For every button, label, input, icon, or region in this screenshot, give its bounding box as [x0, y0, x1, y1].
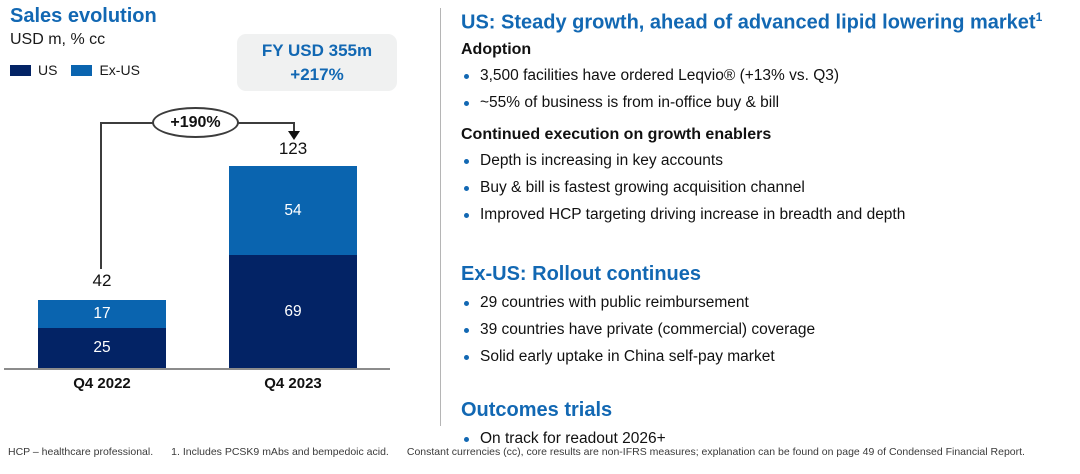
bar-q4-2023: [229, 166, 357, 369]
bullet-icon: [464, 159, 469, 164]
bar-q4-2022-us-segment: [38, 328, 166, 369]
bar-q4-2022: [38, 300, 166, 369]
list-item: [461, 205, 1073, 225]
growth-badge-label: +190%: [170, 113, 221, 131]
legend-label-us: US: [38, 62, 58, 78]
list-item: [461, 151, 1073, 171]
bullet-text: 39 countries have private (commercial) coverage: [480, 320, 816, 338]
us-section-heading: [461, 5, 1073, 35]
bar-q4-2022-exus-segment: [38, 300, 166, 328]
bar-value-label: 25: [93, 339, 111, 357]
footnote-cc: Constant currencies (cc), core results are non-IFRS measures; explanation can be found on page 49 of Condensed Financial Report.: [406, 446, 1025, 458]
growth-badge: [152, 107, 239, 138]
exus-bullet-list: [461, 293, 1073, 367]
bullet-icon: [464, 101, 469, 106]
list-item: [461, 347, 1073, 367]
list-item: [461, 320, 1073, 340]
list-item: [461, 293, 1073, 313]
outcomes-section-heading: Outcomes trials: [461, 398, 613, 421]
bullet-icon: [464, 437, 469, 442]
fy-callout-line1: FY USD 355m: [261, 40, 373, 60]
x-axis-line: [4, 368, 390, 370]
bullet-text: Depth is increasing in key accounts: [480, 151, 723, 169]
adoption-subheading: Adoption: [461, 40, 532, 58]
x-axis-label-q4-2022: Q4 2022: [73, 375, 131, 392]
sales-bar-chart: [0, 0, 440, 474]
bullet-icon: [464, 186, 469, 191]
footnote-1: 1. Includes PCSK9 mAbs and bempedoic acid.: [171, 446, 389, 458]
bar-q4-2023-exus-segment: [229, 166, 357, 255]
legend-label-exus: Ex-US: [99, 62, 140, 78]
bar-value-label: 69: [284, 303, 302, 321]
list-item: [461, 93, 1073, 113]
list-item: [461, 66, 1073, 86]
chart-title: Sales evolution: [10, 5, 157, 27]
footnote-bar: [8, 446, 1076, 458]
execution-subheading: Continued execution on growth enablers: [461, 125, 772, 143]
bullet-icon: [464, 213, 469, 218]
vertical-divider: [440, 8, 441, 426]
execution-bullet-list: [461, 151, 1073, 225]
bullet-text: On track for readout 2026+: [480, 429, 666, 447]
growth-annotation-vline: [100, 122, 102, 269]
bullet-text: 3,500 facilities have ordered Leqvio® (+13% vs. Q3): [480, 66, 840, 84]
exus-section-heading: Ex-US: Rollout continues: [461, 262, 701, 285]
x-axis-label-q4-2023: Q4 2023: [264, 375, 322, 392]
bullet-text: Buy & bill is fastest growing acquisition channel: [480, 178, 805, 196]
bar-q4-2023-us-segment: [229, 255, 357, 369]
bar-value-label: 54: [284, 201, 302, 219]
list-item: [461, 178, 1073, 198]
bullet-icon: [464, 74, 469, 79]
bar-value-label: 17: [93, 304, 111, 322]
footnote-hcp: HCP – healthcare professional.: [8, 446, 154, 458]
total-label-q4-2022: 42: [92, 271, 112, 290]
bullet-icon: [464, 355, 469, 360]
chart-subtitle: USD m, % cc: [10, 31, 106, 48]
bullet-text: Improved HCP targeting driving increase in breadth and depth: [480, 205, 906, 223]
bullet-icon: [464, 301, 469, 306]
total-label-q4-2023: 123: [278, 139, 308, 158]
commentary-panel: [461, 5, 1073, 449]
adoption-bullet-list: [461, 66, 1073, 113]
sales-evolution-panel: [0, 0, 440, 474]
bullet-text: ~55% of business is from in-office buy & bill: [480, 93, 780, 111]
us-section-heading-text: US: Steady growth, ahead of advanced lipid lowering market: [461, 11, 1036, 34]
fy-callout-line2: +217%: [290, 64, 344, 84]
bullet-text: Solid early uptake in China self-pay market: [480, 347, 775, 365]
footnote-ref-1: 1: [1035, 10, 1043, 24]
bullet-icon: [464, 328, 469, 333]
bullet-text: 29 countries with public reimbursement: [480, 293, 749, 311]
